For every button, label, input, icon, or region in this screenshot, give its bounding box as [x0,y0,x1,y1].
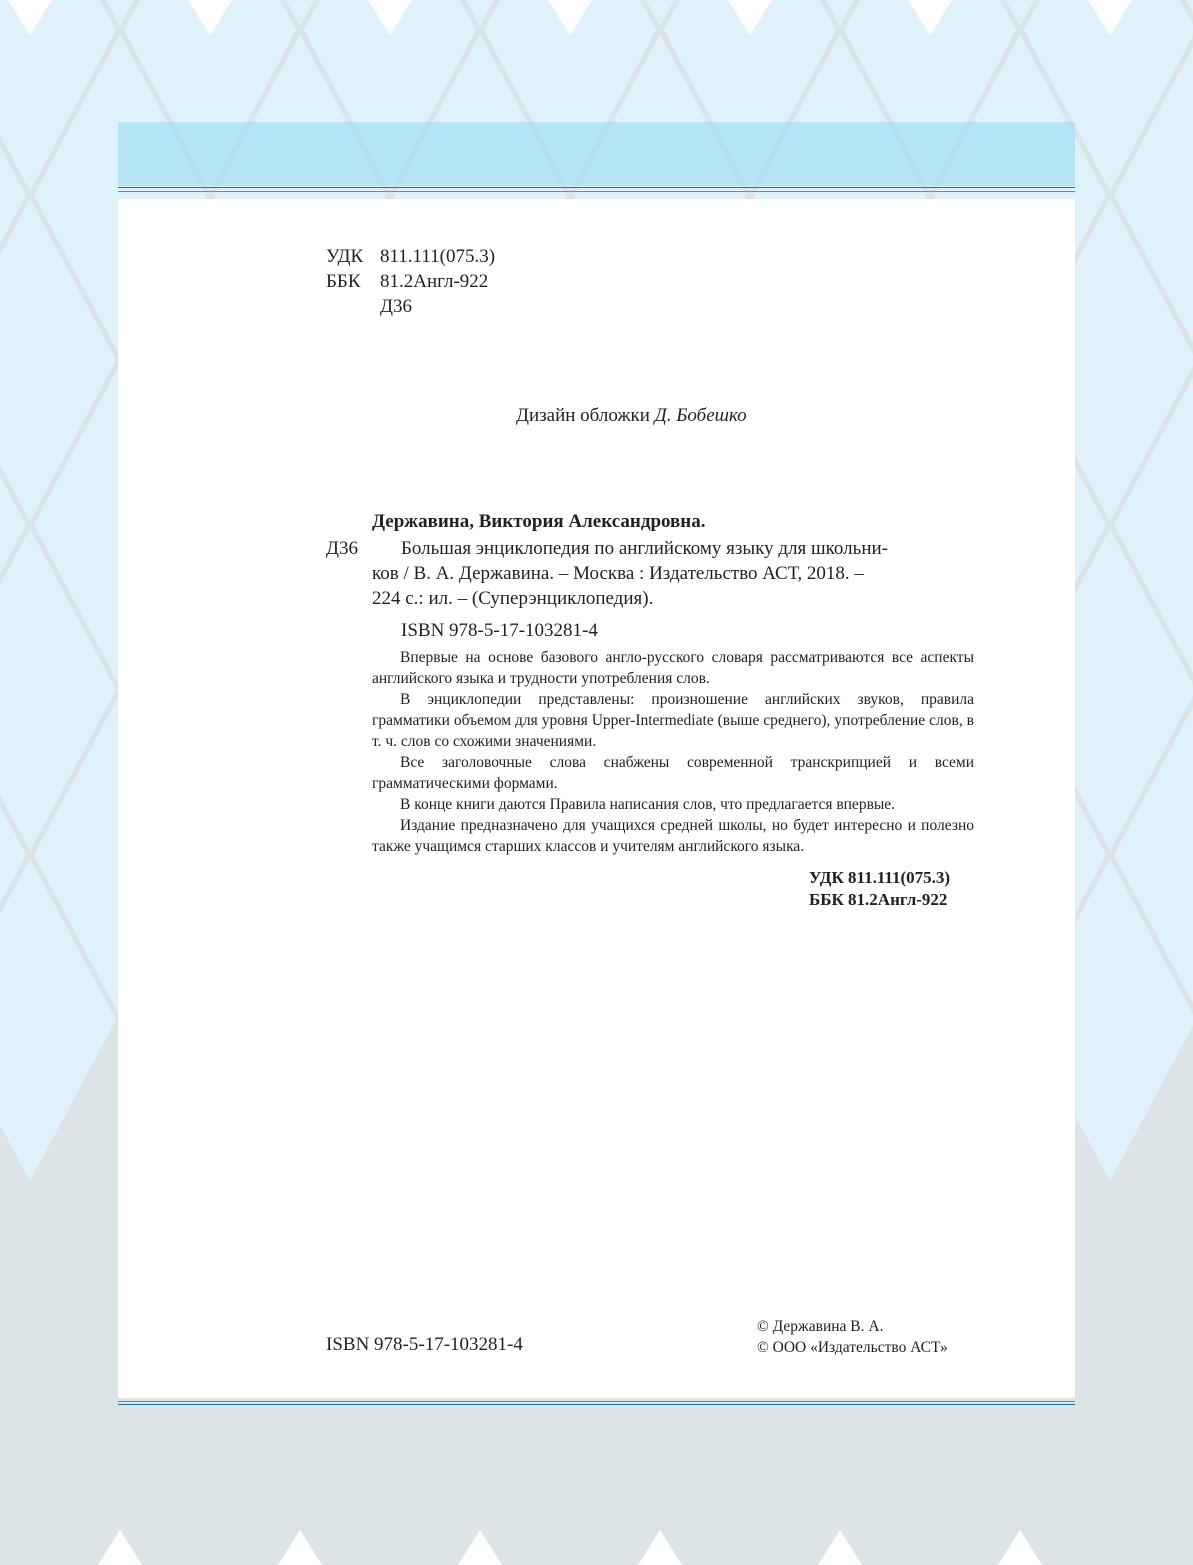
header-rule [118,187,1075,188]
copyright-publisher: © ООО «Издательство АСТ» [757,1339,948,1356]
bbk-label: ББК [326,271,361,292]
catalog-bbk [326,269,488,294]
cover-design-credit [516,405,747,427]
entry-author: Державина, Виктория Александровна. [372,511,706,532]
entry-title-line-1: Большая энциклопедия по английскому языку для школьни- [401,538,888,559]
catalog-author-sign: Д36 [380,296,412,317]
cover-design-label: Дизайн обложки [516,405,650,426]
codes-udk: УДК 811.111(075.3) [809,868,951,887]
bbk-value: 81.2Англ-922 [380,271,489,292]
abstract-paragraph: Впервые на основе базового англо-русского словаря рассматриваются все аспекты английского языка и трудности употребления слов. [372,649,974,687]
header-band [118,122,1075,186]
abstract-paragraph: Издание предназначено для учащихся средней школы, но будет интересно и полезно также учащимся старших классов и учителям английского языка. [372,817,974,855]
entry-sign: Д36 [326,538,358,559]
udk-label: УДК [326,246,364,267]
catalog-udk [326,244,495,269]
udk-value: 811.111(075.3) [380,246,496,267]
footer-rule-thin [118,1401,1075,1402]
header-rule-thin [118,191,1075,192]
footer-isbn: ISBN 978-5-17-103281-4 [326,1334,523,1355]
abstract-paragraph: В энциклопедии представлены: произношение английских звуков, правила грамматики объемом для уровня Upper-Intermediate (выше среднего), употребление слов, в т. ч. слов со схожими значениями. [372,691,974,750]
footer-rule [118,1404,1075,1405]
entry-title-line-2: ков / В. А. Державина. – Москва : Издательство АСТ, 2018. – [372,563,864,584]
codes-bbk: ББК 81.2Англ-922 [809,890,948,909]
abstract-paragraph: В конце книги даются Правила написания слов, что предлагается впервые. [400,796,896,813]
copyright-author: © Державина В. А. [757,1318,884,1335]
abstract-paragraph: Все заголовочные слова снабжены современной транскрипцией и всеми грамматическими формами. [372,754,974,792]
abstract [372,647,974,857]
entry-isbn: ISBN 978-5-17-103281-4 [401,620,598,641]
entry-title-line-3: 224 с.: ил. – (Суперэнциклопедия). [372,588,654,609]
cover-designer-name: Д. Бобешко [654,405,747,426]
